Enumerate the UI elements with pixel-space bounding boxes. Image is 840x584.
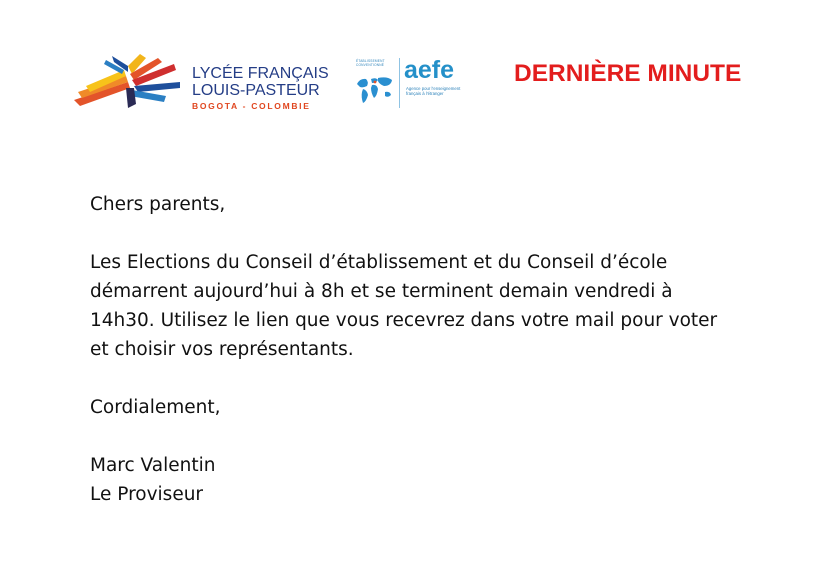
greeting: Chers parents, (90, 194, 226, 215)
aefe-divider (399, 58, 400, 108)
body-line: 14h30. Utilisez le lien que vous recevrez dans votre mail pour voter (90, 310, 718, 331)
body-line: et choisir vos représentants. (90, 339, 354, 360)
signature-title: Le Proviseur (90, 484, 204, 505)
school-name-line1: LYCÉE FRANÇAIS (192, 65, 329, 82)
book-logo-icon (70, 52, 186, 116)
school-name-line2: LOUIS-PASTEUR (192, 82, 320, 99)
aefe-wordmark: aefe (404, 56, 455, 84)
spacer (90, 219, 790, 248)
body-line: Les Elections du Conseil d’établissement et du Conseil d’école (90, 252, 668, 273)
school-location: BOGOTA - COLOMBIE (192, 101, 311, 111)
spacer (90, 364, 790, 393)
aefe-label: ÉTABLISSEMENT CONVENTIONNÉ (356, 59, 385, 67)
closing: Cordialement, (90, 397, 221, 418)
header (0, 0, 840, 130)
world-map-icon (354, 70, 396, 108)
letter-body (90, 190, 790, 509)
aefe-tagline: Agence pour l'enseignement français à l'étranger (406, 86, 461, 97)
headline: DERNIÈRE MINUTE (514, 60, 742, 87)
lycee-francais-logo (70, 52, 329, 118)
aefe-logo (352, 56, 472, 112)
signature-name: Marc Valentin (90, 455, 216, 476)
body-line: démarrent aujourd’hui à 8h et se terminent demain vendredi à (90, 281, 673, 302)
spacer (90, 422, 790, 451)
